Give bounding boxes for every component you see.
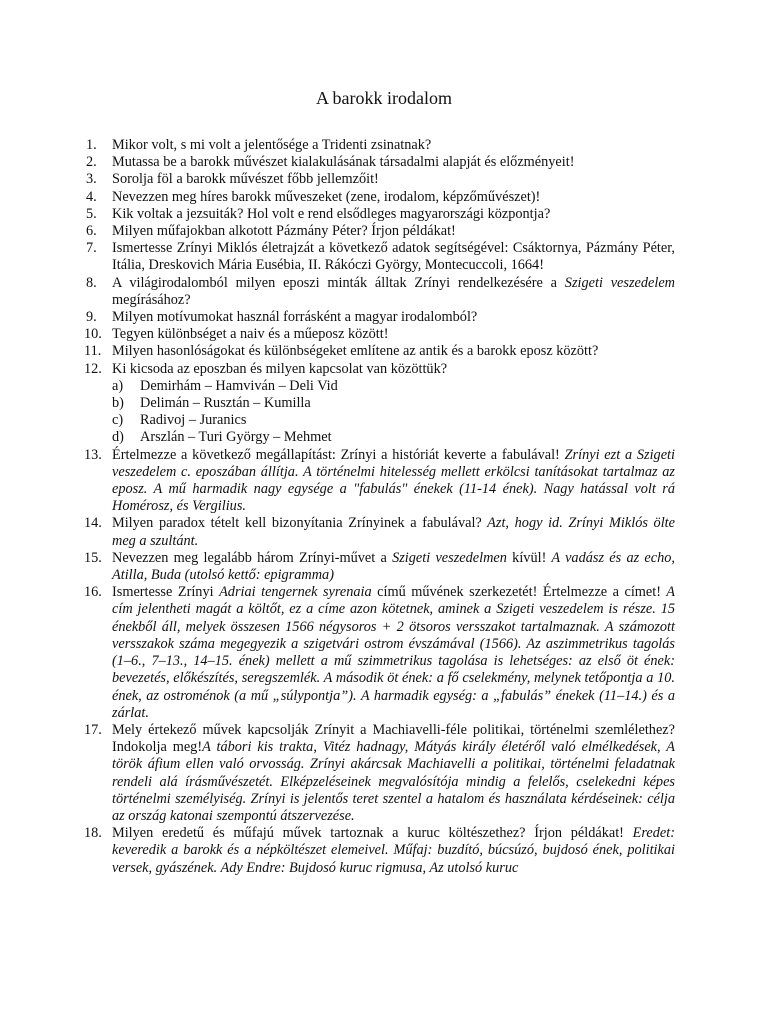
item-letter: c) bbox=[112, 412, 124, 429]
character-list bbox=[112, 378, 675, 447]
question-item bbox=[86, 223, 675, 240]
question-number: 2. bbox=[86, 154, 97, 171]
question-text: Mely értekező művek kapcsolják Zrínyit a Machiavelli-féle politikai, történelmi szemlélethez? Indokolja meg! bbox=[112, 721, 675, 756]
question-text: kívül! bbox=[506, 549, 547, 566]
question-text: Tegyen különbséget a naiv és a műeposz között! bbox=[112, 326, 389, 343]
character-item bbox=[112, 429, 675, 446]
question-item bbox=[86, 188, 675, 206]
item-text: Delimán – Rusztán – Kumilla bbox=[140, 395, 311, 412]
question-number: 15. bbox=[84, 549, 102, 566]
question-text: Milyen műfajokban alkotott Pázmány Péter? Írjon példákat! bbox=[112, 223, 456, 240]
question-number: 3. bbox=[86, 171, 97, 188]
page-title: A barokk irodalom bbox=[316, 88, 452, 108]
question-item bbox=[86, 205, 675, 223]
question-item bbox=[84, 360, 675, 447]
item-text: Arszlán – Turi György – Mehmet bbox=[140, 429, 332, 446]
question-number: 18. bbox=[84, 825, 102, 842]
question-text: Ismertesse Zrínyi bbox=[112, 584, 220, 601]
question-number: 7. bbox=[86, 240, 97, 257]
question-text: A világirodalomból milyen eposzi minták álltak Zrínyi rendelkezésére a bbox=[112, 274, 565, 291]
question-number: 17. bbox=[84, 721, 102, 738]
question-item bbox=[84, 446, 675, 516]
question-text: Nevezzen meg híres barokk műveszeket (zene, irodalom, képzőművészet)! bbox=[112, 188, 541, 205]
question-text: megírásához? bbox=[112, 291, 191, 308]
answer-text: A tábori kis trakta, Vitéz hadnagy, Mátyás király életéről való elmélkedések, A török áfium ellen való orvosság. Zrínyi akárcsak Machiavelli a politikai, történelmi feladatnak rendeli alá írásművészetét. Elképzeléseinek megvalósítója mindig a felelős, cselekedni képes történelmi személyiség. Zrínyi is jelentős teret szentel a hatalom és használata kérdéseinek: célja az ország katonai szempontú átszervezése. bbox=[112, 739, 675, 824]
question-number: 12. bbox=[84, 360, 102, 377]
question-number: 9. bbox=[86, 309, 97, 326]
question-text: Mutassa be a barokk művészet kialakulásának társadalmi alapját és előzményeit! bbox=[112, 154, 575, 171]
work-title: Szigeti veszedelem bbox=[564, 274, 676, 291]
question-item bbox=[84, 343, 675, 360]
question-text: Ki kicsoda az eposzban és milyen kapcsolat van közöttük? bbox=[112, 360, 448, 377]
question-number: 4. bbox=[86, 188, 97, 205]
item-text: Radivoj – Juranics bbox=[140, 412, 247, 429]
item-letter: d) bbox=[112, 429, 124, 446]
item-letter: a) bbox=[112, 377, 124, 394]
question-number: 13. bbox=[84, 446, 102, 463]
question-list bbox=[84, 137, 676, 877]
item-letter: b) bbox=[112, 395, 124, 412]
question-text: Milyen eredetű és műfajú művek tartoznak a kuruc költészethez? Írjon példákat! bbox=[112, 825, 624, 842]
question-text: Ismertesse Zrínyi Miklós életrajzát a következő adatok segítségével: Csáktornya, Pázmány Péter, Itália, Dreskovich Mária Eusébia, II. Rákóczi György, Montecuccoli, 1664! bbox=[112, 240, 675, 274]
work-title: Szigeti veszedelmen bbox=[392, 549, 507, 566]
answer-text: A cím jelentheti magát a költőt, ez a címe azon kötetnek, aminek a Szigeti veszedelem is része. 15 énekből áll, melyek összesen 1566 négysoros + 2 ötsoros versszakot tartalmaznak. A számozott versszakok száma megegyezik a szigetvári ostrom évszámával (1566). Az aszimmetrikus tagolás (1–6., 7–13., 14–15. ének) mellett a mű szimmetrikus tagolása is lehetséges: az első öt ének: bevezetés, előkészítés, seregszemlék. A második öt ének: a fő cselekmény, melynek tetőpontja a 10. ének, az ostroménok (a mű „súlypontja”). A harmadik egység: a „fabulás” énekek (11–14.) és a zárlat. bbox=[112, 584, 675, 721]
question-text: Kik voltak a jezsuiták? Hol volt e rend elsődleges magyarországi központja? bbox=[112, 205, 551, 222]
question-item bbox=[86, 171, 675, 188]
question-item bbox=[84, 584, 675, 722]
question-number: 8. bbox=[86, 274, 97, 291]
answer-text: A vadász és az echo, Atilla, Buda (utolsó kettő: epigramma) bbox=[112, 549, 675, 584]
question-number: 6. bbox=[86, 223, 97, 240]
question-number: 16. bbox=[84, 584, 102, 601]
answer-text: Eredet: keveredik a barokk és a népköltészet elemeivel. Műfaj: buzdító, búcsúzó, bujdosó ének, politikai versek, gyászének. Ady Endre: Bujdosó kuruc rigmusa, Az utolsó kuruc bbox=[112, 825, 675, 876]
question-number: 5. bbox=[86, 205, 97, 222]
question-text: Sorolja föl a barokk művészet főbb jellemzőit! bbox=[112, 171, 379, 188]
question-text: Milyen paradox tételt kell bizonyítania Zrínyinek a fabulával? bbox=[112, 515, 482, 532]
character-item bbox=[112, 378, 675, 395]
question-text: Nevezzen meg legalább három Zrínyi-művet a bbox=[112, 549, 393, 566]
question-item bbox=[84, 515, 675, 549]
question-text: Mikor volt, s mi volt a jelentősége a Tridenti zsinatnak? bbox=[112, 137, 432, 153]
question-number: 1. bbox=[86, 137, 97, 153]
question-text: Milyen motívumokat használ forrásként a magyar irodalomból? bbox=[112, 309, 478, 326]
question-text: Értelmezze a következő megállapítást: Zrínyi a históriát keverte a fabulával! bbox=[112, 446, 560, 463]
character-item bbox=[112, 412, 675, 429]
question-item bbox=[86, 309, 675, 326]
question-item bbox=[84, 549, 675, 584]
work-title: Adriai tengernek syrenaia bbox=[219, 584, 372, 601]
question-item bbox=[86, 154, 675, 171]
item-text: Demirhám – Hamviván – Deli Vid bbox=[140, 377, 338, 394]
question-text: Milyen hasonlóságokat és különbségeket említene az antik és a barokk eposz között? bbox=[112, 343, 599, 360]
question-item bbox=[84, 721, 675, 825]
question-item bbox=[86, 137, 675, 154]
question-item bbox=[84, 825, 675, 877]
character-item bbox=[112, 395, 675, 412]
answer-text: Azt, hogy id. Zrínyi Miklós ölte meg a szultánt. bbox=[112, 515, 675, 549]
question-item bbox=[84, 326, 675, 343]
question-number: 11. bbox=[84, 343, 102, 360]
question-item bbox=[86, 274, 676, 309]
question-number: 10. bbox=[84, 326, 102, 343]
question-item bbox=[86, 240, 675, 274]
question-number: 14. bbox=[84, 515, 102, 532]
question-text: című művének szerkezetét! Értelmezze a címet! bbox=[371, 584, 662, 601]
answer-text: Zrínyi ezt a Szigeti veszedelem c. eposzában állítja. A történelmi hitelesség mellett erkölcsi tanításokat tartalmaz az eposz. A mű harmadik nagy egysége a "fabulás" énekek (11-14 ének). Nagy hatással volt rá Homérosz, és Vergilius. bbox=[112, 446, 675, 515]
